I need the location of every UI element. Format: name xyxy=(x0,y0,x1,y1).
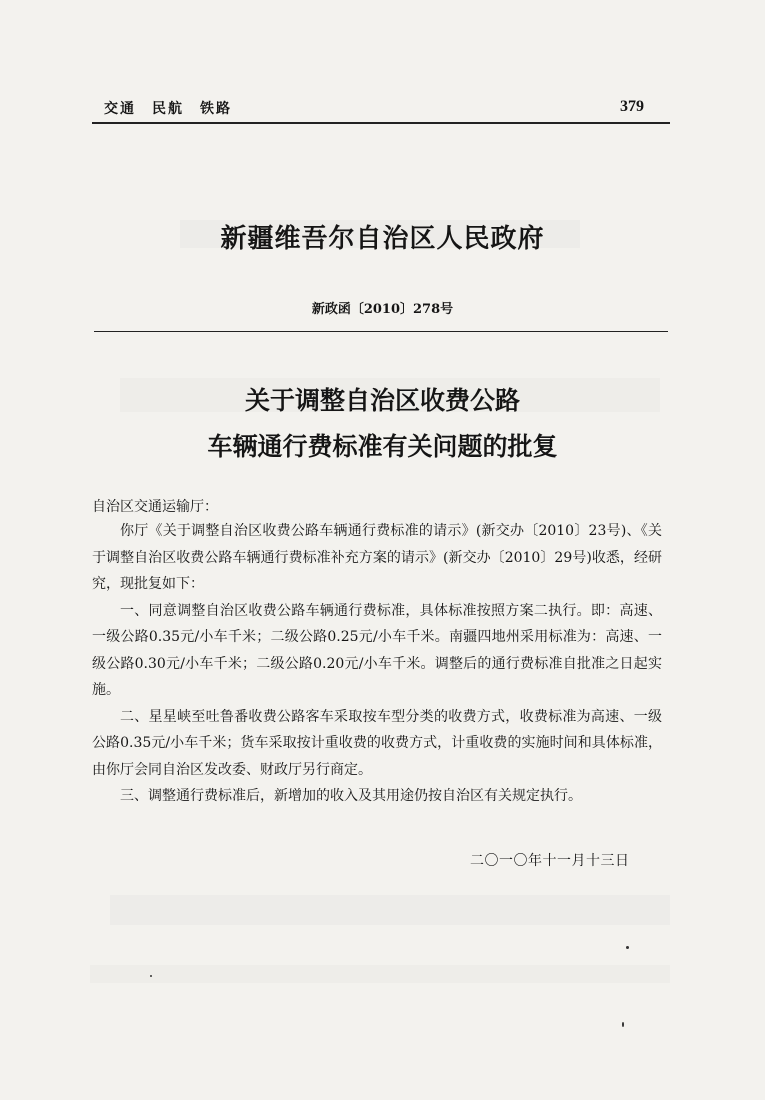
bleed-through-mark xyxy=(110,895,670,925)
recipient: 自治区交通运输厅： xyxy=(92,499,218,515)
running-header: 交通 民航 铁路 xyxy=(104,101,232,117)
page-number: 379 xyxy=(620,98,644,115)
body-paragraph: 一、同意调整自治区收费公路车辆通行费标准，具体标准按照方案二执行。即：高速、一级公路0.35元/小车千米；二级公路0.25元/小车千米。南疆四地州采用标准为：高速、一级公路0.30元/小车千米；二级公路0.20元/小车千米。调整后的通行费标准自批准之日起实施。 xyxy=(92,602,662,698)
document-title xyxy=(0,378,765,470)
scan-speck xyxy=(626,946,629,949)
title-divider xyxy=(94,331,668,332)
bleed-through-mark xyxy=(90,965,670,983)
title-line-1: 关于调整自治区收费公路 xyxy=(244,386,520,415)
title-line-2: 车辆通行费标准有关问题的批复 xyxy=(207,432,558,461)
body-paragraph: 二、星星峡至吐鲁番收费公路客车采取按车型分类的收费方式，收费标准为高速、一级公路0.35元/小车千米；货车采取按计重收费的收费方式，计重收费的实施时间和具体标准，由你厅会同自治区发改委、财政厅另行商定。 xyxy=(92,708,662,778)
scan-speck xyxy=(150,975,152,977)
issue-date: 二〇一〇年十一月十三日 xyxy=(470,853,630,869)
document-number: 新政函〔2010〕278号 xyxy=(311,302,454,317)
document-body xyxy=(92,518,662,810)
scan-speck xyxy=(622,1022,624,1027)
header-divider xyxy=(92,122,670,124)
issuing-authority: 新疆维吾尔自治区人民政府 xyxy=(220,224,545,254)
body-paragraph: 你厅《关于调整自治区收费公路车辆通行费标准的请示》(新交办〔2010〕23号)、《关于调整自治区收费公路车辆通行费标准补充方案的请示》(新交办〔2010〕29号)收悉，经研究，现批复如下： xyxy=(92,523,662,592)
body-paragraph: 三、调整通行费标准后，新增加的收入及其用途仍按自治区有关规定执行。 xyxy=(120,788,582,804)
